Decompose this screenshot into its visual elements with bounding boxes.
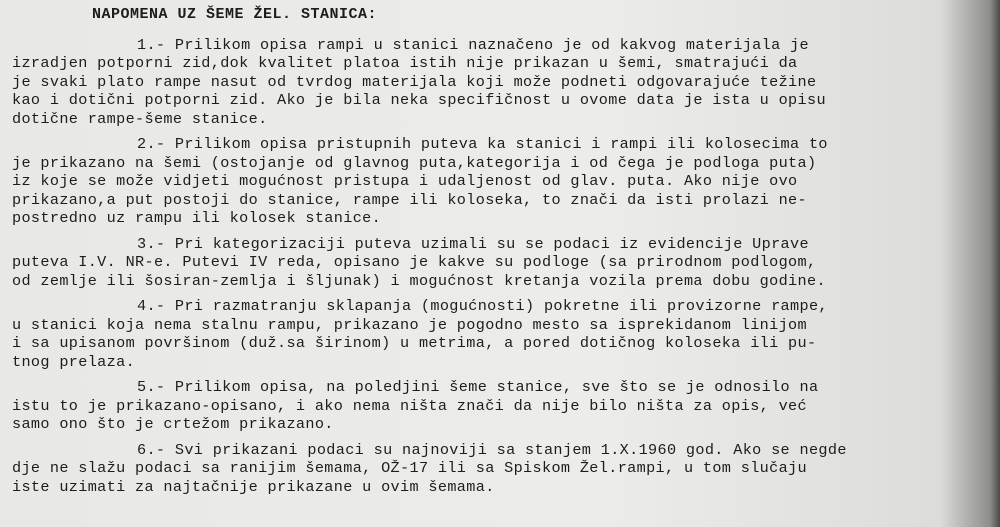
paragraph-line: 1.- Prilikom opisa rampi u stanici naznačeno je od kakvog materijala je — [137, 35, 809, 54]
typewritten-document — [12, 6, 997, 503]
paragraph-line: iz koje se može vidjeti mogućnost pristupa i udaljenost od glav. puta. Ako nije ovo — [12, 172, 798, 190]
paragraph-line: 5.- Prilikom opisa, na poledjini šeme stanice, sve što se je odnosilo na — [137, 378, 819, 396]
paragraph-line: je prikazano na šemi (ostojanje od glavnog puta,kategorija i od čega je podloga puta) — [12, 153, 817, 172]
paragraph-5 — [12, 378, 997, 434]
paragraph-line: i sa upisanom površinom (duž.sa širinom) u metrima, a pored dotičnog koloseka ili pu- — [12, 334, 817, 352]
paragraph-line: dje ne slažu podaci sa ranijim šemama, OŽ-17 ili sa Spiskom Žel.rampi, u tom slučaju — [12, 459, 807, 477]
paragraph-line: od zemlje ili šosiran-zemlja i šljunak) i mogućnost kretanja vozila prema dobu godine. — [12, 271, 826, 290]
paragraph-line: tnog prelaza. — [12, 352, 136, 371]
paragraph-2 — [12, 135, 997, 228]
paragraph-6 — [12, 441, 997, 497]
paragraph-4 — [12, 297, 997, 371]
paragraph-line: samo ono što je crtežom prikazano. — [12, 415, 334, 433]
paragraph-line: istu to je prikazano-opisano, i ako nema ništa znači da nije bilo ništa za opis, već — [12, 396, 807, 415]
paragraph-1 — [12, 36, 997, 129]
paragraph-line: izradjen potporni zid,dok kvalitet platoa istih nije prikazan u šemi, smatrajući da — [12, 54, 798, 72]
paragraph-line: puteva I.V. NR-e. Putevi IV reda, opisano je kakve su podloge (sa prirodnom podlogom, — [12, 253, 817, 271]
paragraph-line: dotične rampe-šeme stanice. — [12, 109, 268, 128]
document-title: NAPOMENA UZ ŠEME ŽEL. STANICA: — [92, 6, 378, 23]
paragraph-line: postredno uz rampu ili kolosek stanice. — [12, 209, 382, 227]
paragraph-line: prikazano,a put postoji do stanice, rampe ili koloseka, to znači da isti prolazi ne- — [12, 190, 807, 209]
paragraph-line: 4.- Pri razmatranju sklapanja (mogućnosti) pokretne ili provizorne rampe, — [137, 297, 828, 315]
paragraph-line: 2.- Prilikom opisa pristupnih puteva ka stanici i rampi ili kolosecima to — [137, 135, 828, 153]
paragraph-line: 3.- Pri kategorizaciji puteva uzimali su se podaci iz evidencije Uprave — [137, 234, 809, 253]
paragraph-line: u stanici koja nema stalnu rampu, prikazano je pogodno mesto sa isprekidanom linijom — [12, 315, 807, 334]
paragraph-3 — [12, 235, 997, 291]
paragraph-line: kao i dotični potporni zid. Ako je bila neka specifičnost u ovome data je ista u opisu — [12, 91, 826, 109]
paragraph-line: iste uzimati za najtačnije prikazane u ovim šemama. — [12, 477, 495, 496]
paragraph-line: 6.- Svi prikazani podaci su najnoviji sa stanjem 1.X.1960 god. Ako se negde — [137, 440, 847, 459]
paragraph-line: je svaki plato rampe nasut od tvrdog materijala koji može podneti odgovarajuće težine — [12, 72, 817, 91]
